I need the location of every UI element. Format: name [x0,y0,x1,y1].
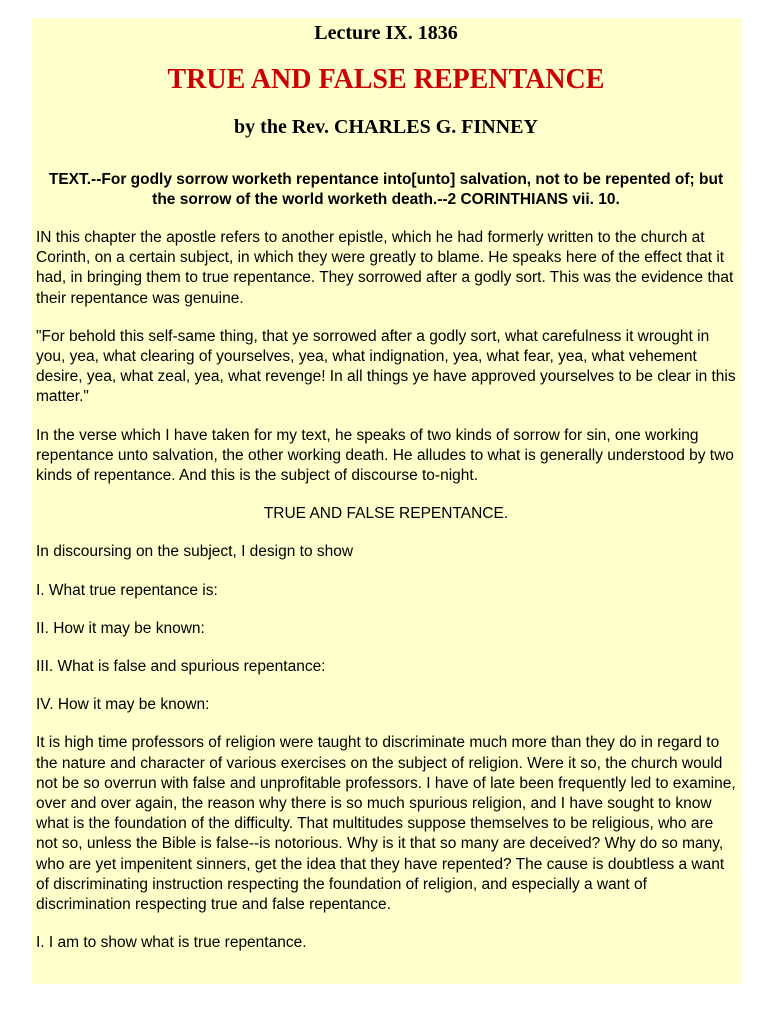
document-page [32,18,742,984]
paragraph-design: In discoursing on the subject, I design to show [36,543,354,561]
scripture-text: TEXT.--For godly sorrow worketh repentance into[unto] salvation, not to be repented of; but the sorrow of the world worketh death.--2 CORINTHIANS vii. 10. [48,171,724,208]
page-title: TRUE AND FALSE REPENTANCE [167,64,605,95]
section-heading: TRUE AND FALSE REPENTANCE. [263,505,509,523]
outline-item-2: II. How it may be known: [36,619,205,637]
paragraph-discrimination: It is high time professors of religion were taught to discriminate much more than they do in regard to the nature and character of various exercises on the subject of religion. Were it so, the church would not be so overrun with false and unprofitable professors. I have of late been frequently led to examine, over and over again, the reason why there is so much spurious religion, and I have sought to know what is the foundation of the difficulty. That multitudes suppose themselves to be religious, who are not so, unless the Bible is false--is notorious. Why is it that so many are deceived? Why do so many, who are yet impenitent sinners, get the idea that they have repented? The cause is doubtless a want of discriminating instruction respecting the foundation of religion, and especially a want of discrimination respecting true and false repentance. [36,734,736,914]
outline-item-1: I. What true repentance is: [36,581,218,599]
paragraph-intro: IN this chapter the apostle refers to another epistle, which he had formerly written to the church at Corinth, on a certain subject, in which they were greatly to blame. He speaks here of the effect that it had, in bringing them to true repentance. They sorrowed after a godly sort. This was the evidence that their repentance was genuine. [36,229,734,307]
document-content [36,18,736,953]
paragraph-verse-explanation: In the verse which I have taken for my text, he speaks of two kinds of sorrow for sin, one working repentance unto salvation, the other working death. He alludes to what is generally understood by two kinds of repentance. And this is the subject of discourse to-night. [36,426,734,485]
lecture-heading: Lecture IX. 1836 [314,22,458,44]
paragraph-section-one: I. I am to show what is true repentance. [36,934,307,952]
outline-item-4: IV. How it may be known: [36,696,210,714]
paragraph-quote: "For behold this self-same thing, that ye sorrowed after a godly sort, what carefulness it wrought in you, yea, what clearing of yourselves, yea, what indignation, yea, what fear, yea, what vehement desire, yea, what zeal, yea, what revenge! In all things ye have approved yourselves to be clear in this matter." [36,327,736,406]
outline-item-3: III. What is false and spurious repentance: [36,658,326,676]
author-byline: by the Rev. CHARLES G. FINNEY [234,116,538,138]
